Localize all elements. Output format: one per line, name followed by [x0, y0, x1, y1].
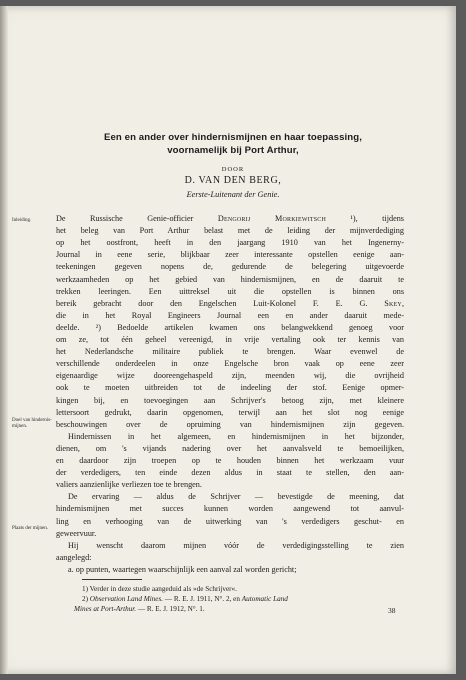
author-rank: Eerste-Luitenant der Genie. — [186, 190, 280, 199]
body-line-text: a. op punten, waartegen waarschijnlijk een aanval zal worden gericht; — [68, 564, 297, 574]
body-line-text: op het oostfront, heeft in den jaargang 1910 van het Ingenerny- — [56, 238, 404, 248]
body-line-text: werkzaamheden op het gebied van hindernismijnen, en de daaruit te — [56, 274, 404, 284]
body-line — [56, 226, 404, 236]
body-line-text: Hindernissen in het algemeen, en hindernismijnen in het bijzonder, — [68, 431, 404, 441]
body-line — [56, 456, 404, 466]
body-line — [56, 250, 404, 260]
body-line-text: beschouwingen over de opruiming van hindernismijnen zijn gegeven. — [56, 419, 404, 429]
footnote-text: 2) — [82, 595, 90, 603]
body-line-text: der verdedigers, ten einde dezen aldus in staat te stellen, den aan- — [56, 468, 404, 478]
body-line — [56, 371, 404, 381]
margin-note-inleiding: Inleiding. — [12, 218, 32, 223]
body-line-text: om ze, tot één geheel vereenigd, in vrije vertaling ook ter kennis van — [56, 335, 404, 344]
body-line-text: deelde. ²) Bedoelde artikelen kwamen ons belangwekkend genoeg voor — [56, 322, 404, 332]
body-line — [56, 408, 404, 418]
body-line — [56, 335, 404, 345]
body-line — [56, 359, 404, 369]
body-line — [56, 275, 404, 285]
footnote-citation-title: Observation Land Mines. — [89, 595, 164, 603]
body-line-text: die in het Royal Engineers Journal een en ander daaruit mede- — [56, 310, 404, 320]
body-line — [56, 480, 404, 490]
article-title-line-1: Een en ander over hindernismijnen en haar toepassing, — [103, 132, 362, 143]
body-line-text: bereik gebracht door den Engelschen Luit-Kolonel F. E. G. — [56, 298, 385, 308]
body-line-text: teekeningen gegeven nopens de, gedurende de belegering uitgevoerde — [56, 262, 404, 272]
body-line — [56, 323, 404, 333]
article-title-line-2: voornamelijk bij Port Arthur, — [167, 145, 299, 156]
margin-note-plaats: Plaats der mijnen. — [12, 526, 48, 531]
body-line-text: lettersoort gedrukt, daarin opgenomen, terwijl aan het slot nog eenige — [56, 407, 404, 417]
body-line-text: ling en verhooging van de uitwerking van 's verdedigers geschut- en — [56, 516, 404, 526]
footnote-line — [82, 595, 402, 604]
footnote-line — [82, 585, 402, 594]
body-line — [56, 565, 404, 575]
author-reference: Skey — [384, 298, 402, 308]
body-line-text: verschillende onderdeelen in onze Engelsche bron vaak op eene zeer — [56, 359, 404, 369]
body-line-text: aangelegd: — [56, 552, 92, 562]
body-line — [56, 383, 404, 393]
body-line — [56, 468, 404, 478]
footnote-line — [74, 605, 394, 614]
margin-note-doel: Doel van hindernis- mijnen. — [12, 418, 52, 429]
body-line-text: geweervuur. — [56, 528, 97, 538]
footnote-citation-title: Mines at Port-Arthur. — [74, 605, 137, 613]
body-line-text: dienen, om 's vijands nadering over het aanvalsveld te bemoeilijken, — [56, 443, 404, 453]
body-line-text: ¹), tijdens — [326, 214, 404, 223]
body-line — [56, 541, 404, 551]
body-line — [56, 396, 404, 406]
body-line-text: ook te moeten uitbreiden tot de indeeling der stof. Eenige opmer- — [56, 383, 404, 393]
body-line — [56, 420, 404, 430]
body-line — [56, 299, 404, 309]
book-page — [0, 6, 456, 674]
body-line — [56, 432, 404, 442]
author-reference: Dengorij Morkiewitsch — [217, 214, 327, 223]
body-line-text: De Russische Genie-officier — [56, 214, 218, 223]
body-line — [56, 311, 404, 321]
body-line-text: eigenaardige wijze dooreengehaspeld zijn, meenden wij, die ovrijheid — [56, 371, 404, 381]
body-line — [56, 262, 404, 272]
body-line — [56, 238, 404, 248]
body-line-text: hindernismijnen met succes kunnen worden aangewend tot aanvul- — [56, 504, 404, 514]
page-gutter — [0, 6, 8, 674]
body-line — [56, 504, 404, 514]
body-line — [56, 517, 404, 527]
footnote-citation-title: Automatic Land — [241, 595, 288, 603]
footnote-text: — R. E. J. 1911, N°. 2, en — [163, 595, 242, 603]
body-line-text: het beleg van Port Arthur belast met de leiding der mijnverdediging — [56, 226, 404, 236]
body-line-text: Hij wenscht daarom mijnen vóór de verdedigingsstelling te zien — [68, 540, 404, 550]
page-number: 38 — [388, 606, 396, 615]
body-line — [56, 347, 404, 357]
footnote-rule — [82, 579, 142, 580]
body-line-text: , — [401, 298, 404, 308]
body-line — [56, 214, 404, 224]
byline-door: DOOR — [221, 166, 245, 173]
author-name: D. VAN DEN BERG, — [184, 175, 282, 186]
body-line-text: valiers aanzienlijke verliezen toe te brengen. — [56, 480, 202, 490]
body-line — [56, 444, 404, 454]
body-line — [56, 529, 404, 539]
body-line-text: Journal in eene serie, blijkbaar zeer interessante opstellen eenige aan- — [56, 250, 404, 260]
footnote-text: — R. E. J. 1912, N°. 1. — [136, 605, 205, 613]
body-line — [56, 492, 404, 502]
footnote-text: 1) Verder in deze studie aangeduid als »de Schrijver«. — [82, 585, 237, 593]
body-line — [56, 553, 404, 563]
body-line — [56, 287, 404, 297]
body-line-text: kingen bij, en toevoegingen aan Schrijver's betoog zijn, met kleinere — [56, 395, 404, 405]
body-line-text: en daardoor zijn troepen op te houden binnen het werkzaam vuur — [56, 456, 404, 465]
body-line-text: De ervaring — aldus de Schrijver — bevestigde de meening, dat — [68, 492, 404, 502]
body-line-text: het Nederlandsche militaire publiek te brengen. Waar evenwel de — [56, 347, 404, 357]
body-line-text: trekken leeringen. Een uittreksel uit die opstellen is binnen ons — [56, 286, 404, 296]
